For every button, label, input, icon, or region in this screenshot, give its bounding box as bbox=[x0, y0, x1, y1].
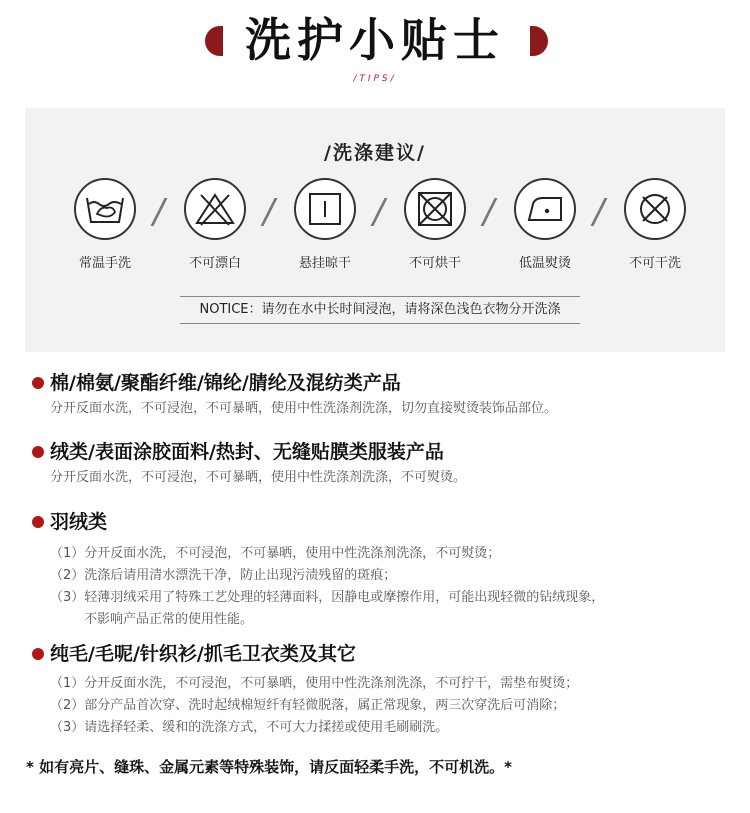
section-body bbox=[50, 673, 730, 739]
no-bleach-icon bbox=[184, 178, 246, 240]
hand-wash-icon bbox=[74, 178, 136, 240]
bullet-dot-icon bbox=[32, 377, 44, 389]
icon-separator: / bbox=[483, 192, 495, 232]
bullet-dot-icon bbox=[32, 648, 44, 660]
list-item: （1）分开反面水洗，不可浸泡，不可暴晒，使用中性洗涤剂洗涤，不可熨烫； bbox=[50, 546, 501, 561]
list-item-continuation: 不影响产品正常的使用性能。 bbox=[84, 612, 254, 627]
tips-subtitle: /TIPS/ bbox=[353, 74, 397, 84]
section-title: 羽绒类 bbox=[50, 511, 108, 533]
no-tumble-dry-icon bbox=[404, 178, 466, 240]
section-heading bbox=[30, 437, 730, 467]
section-cotton bbox=[30, 368, 730, 420]
care-icons-row bbox=[65, 178, 705, 278]
section-text: 分开反面水洗，不可浸泡，不可暴晒，使用中性洗涤剂洗涤，不可熨烫。 bbox=[50, 470, 467, 485]
no-dry-clean-icon bbox=[624, 178, 686, 240]
section-heading bbox=[30, 639, 730, 669]
list-item: （3）轻薄羽绒采用了特殊工艺处理的轻薄面料，因静电或摩擦作用，可能出现轻微的钻绒现象， bbox=[50, 590, 605, 605]
low-iron-icon bbox=[514, 178, 576, 240]
care-item-no-bleach bbox=[175, 178, 255, 271]
section-title: 棉/棉氨/聚酯纤维/锦纶/腈纶及混纺类产品 bbox=[50, 372, 401, 394]
icon-separator: / bbox=[373, 192, 385, 232]
footnote: * 如有亮片、缝珠、金属元素等特殊装饰，请反面轻柔手洗，不可机洗。* bbox=[26, 758, 512, 776]
low-iron-label: 低温熨烫 bbox=[518, 256, 571, 271]
care-item-no-tumble-dry bbox=[395, 178, 475, 271]
page-title: 洗护小贴士 bbox=[245, 13, 505, 67]
care-instructions-panel bbox=[25, 108, 725, 352]
hand-wash-label: 常温手洗 bbox=[78, 256, 131, 271]
list-item: （2）洗涤后请用清水漂洗干净，防止出现污渍残留的斑痕； bbox=[50, 568, 397, 583]
icon-separator: / bbox=[263, 192, 275, 232]
care-item-no-dry-clean bbox=[615, 178, 695, 271]
bullet-dot-icon bbox=[32, 516, 44, 528]
section-title: 绒类/表面涂胶面料/热封、无缝贴膜类服装产品 bbox=[50, 441, 444, 463]
bullet-dot-icon bbox=[32, 446, 44, 458]
no-dry-clean-label: 不可干洗 bbox=[628, 256, 681, 271]
page-header bbox=[0, 0, 750, 90]
care-item-hand-wash bbox=[65, 178, 145, 271]
section-heading bbox=[30, 368, 730, 398]
section-wool bbox=[30, 639, 730, 739]
list-item: （3）请选择轻柔、缓和的洗涤方式，不可大力揉搓或使用毛刷刷洗。 bbox=[50, 720, 449, 735]
care-item-low-iron bbox=[505, 178, 585, 271]
no-bleach-label: 不可漂白 bbox=[188, 256, 241, 271]
notice-text: NOTICE：请勿在水中长时间浸泡，请将深色浅色衣物分开洗涤 bbox=[180, 296, 580, 324]
section-body bbox=[50, 398, 730, 420]
section-heading bbox=[30, 507, 730, 537]
icon-separator: / bbox=[153, 192, 165, 232]
list-item: （1）分开反面水洗，不可浸泡，不可暴晒，使用中性洗涤剂洗涤，不可拧干，需垫布熨烫； bbox=[50, 676, 579, 691]
icon-separator: / bbox=[593, 192, 605, 232]
care-title: /洗涤建议/ bbox=[324, 142, 426, 164]
section-velvet bbox=[30, 437, 730, 489]
list-item: （2）部分产品首次穿、洗时起绒棉短纤有轻微脱落，属正常现象，两三次穿洗后可消除； bbox=[50, 698, 566, 713]
section-text: 分开反面水洗，不可浸泡，不可暴晒，使用中性洗涤剂洗涤，切勿直接熨烫装饰品部位。 bbox=[50, 401, 558, 416]
section-body bbox=[50, 467, 730, 489]
section-title: 纯毛/毛呢/针织衫/抓毛卫衣类及其它 bbox=[50, 643, 356, 665]
right-bracket-decoration bbox=[530, 26, 548, 56]
left-bracket-decoration bbox=[205, 26, 223, 56]
line-dry-icon bbox=[294, 178, 356, 240]
section-down bbox=[30, 507, 730, 631]
section-body bbox=[50, 543, 730, 631]
no-tumble-dry-label: 不可烘干 bbox=[408, 256, 461, 271]
line-dry-label: 悬挂晾干 bbox=[298, 256, 351, 271]
care-item-line-dry bbox=[285, 178, 365, 271]
